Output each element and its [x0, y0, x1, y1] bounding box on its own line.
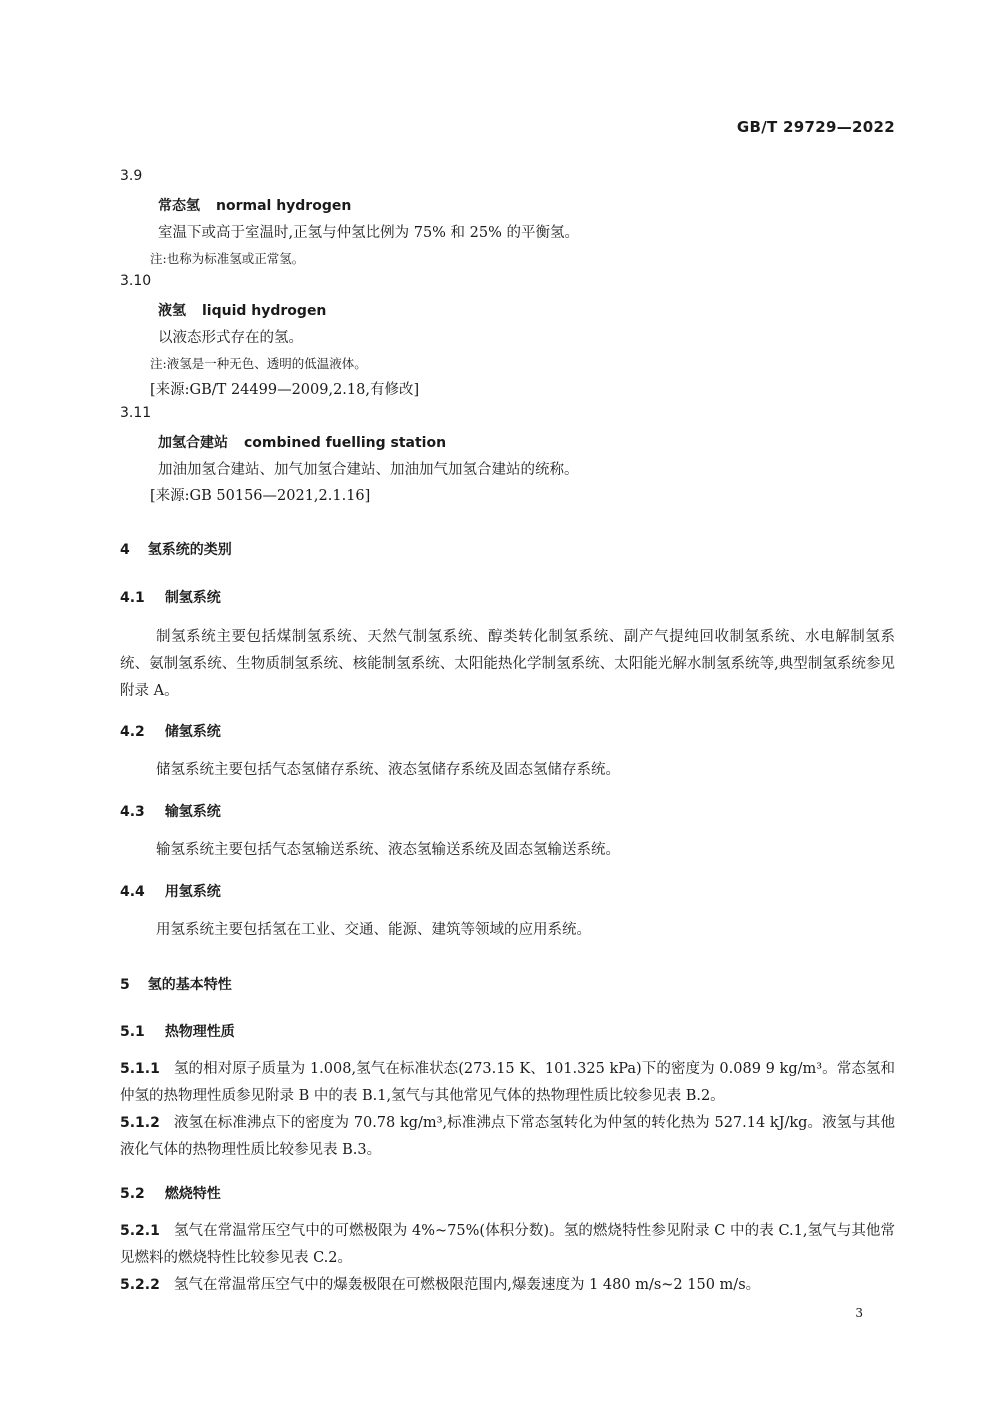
clause-5-2-1 [120, 1218, 895, 1272]
term-en: liquid hydrogen [202, 303, 327, 319]
paragraph: 用氢系统主要包括氢在工业、交通、能源、建筑等领域的应用系统。 [156, 922, 591, 938]
term-number: 3.10 [120, 273, 152, 289]
term-note: 注:也称为标准氢或正常氢。 [150, 251, 305, 266]
term-number: 3.9 [120, 168, 143, 184]
clause-number: 5.2.2 [120, 1277, 160, 1293]
subsection-heading: 4.2 储氢系统 [120, 724, 221, 740]
clause-number: 5.2.1 [120, 1223, 160, 1239]
clause-text: 氢气在常温常压空气中的爆轰极限在可燃极限范围内,爆轰速度为 1 480 m/s~2 150 m/s。 [173, 1277, 761, 1293]
clause-5-2-2 [120, 1272, 895, 1299]
term-heading [158, 432, 446, 452]
subsection-heading: 5.1 热物理性质 [120, 1024, 235, 1040]
paragraph: 储氢系统主要包括气态氢储存系统、液态氢储存系统及固态氢储存系统。 [156, 762, 620, 778]
section-heading: 4 氢系统的类别 [120, 542, 232, 558]
term-en: combined fuelling station [244, 435, 447, 451]
clause-text: 液氢在标准沸点下的密度为 70.78 kg/m³,标准沸点下常态氢转化为仲氢的转化热为 527.14 kJ/kg。液氢与其他液化气体的热物理性质比较参见表 B.3。 [120, 1115, 895, 1158]
term-source: [来源:GB 50156—2021,2.1.16] [150, 488, 371, 504]
term-zh: 液氢 [158, 303, 186, 319]
page-number: 3 [855, 1306, 863, 1320]
paragraph: 输氢系统主要包括气态氢输送系统、液态氢输送系统及固态氢输送系统。 [156, 842, 620, 858]
term-heading [158, 195, 351, 215]
paragraph: 制氢系统主要包括煤制氢系统、天然气制氢系统、醇类转化制氢系统、副产气提纯回收制氢系统、水电解制氢系统、氨制氢系统、生物质制氢系统、核能制氢系统、太阳能热化学制氢系统、太阳能光解水制氢系统等,典型制氢系统参见附录 A。 [120, 629, 895, 699]
term-definition: 室温下或高于室温时,正氢与仲氢比例为 75% 和 25% 的平衡氢。 [158, 225, 580, 241]
subsection-heading: 5.2 燃烧特性 [120, 1186, 221, 1202]
document-code: GB/T 29729—2022 [736, 118, 895, 136]
clause-text: 氢的相对原子质量为 1.008,氢气在标准状态(273.15 K、101.325 kPa)下的密度为 0.089 9 kg/m³。常态氢和仲氢的热物理性质参见附录 B 中的表 B.1,氢气与其他常见气体的热物理性质比较参见表 B.2。 [120, 1061, 895, 1104]
term-definition: 以液态形式存在的氢。 [158, 330, 303, 346]
clause-number: 5.1.1 [120, 1061, 160, 1077]
section-heading: 5 氢的基本特性 [120, 977, 232, 993]
clause-5-1-2 [120, 1110, 895, 1164]
term-number: 3.11 [120, 405, 152, 421]
term-zh: 加氢合建站 [158, 435, 228, 451]
clause-5-1-1 [120, 1056, 895, 1110]
term-definition: 加油加氢合建站、加气加氢合建站、加油加气加氢合建站的统称。 [158, 462, 579, 478]
term-zh: 常态氢 [158, 198, 200, 214]
clause-number: 5.1.2 [120, 1115, 160, 1131]
subsection-heading: 4.3 输氢系统 [120, 804, 221, 820]
term-en: normal hydrogen [216, 198, 352, 214]
term-heading [158, 300, 326, 320]
subsection-heading: 4.1 制氢系统 [120, 590, 221, 606]
term-note: 注:液氢是一种无色、透明的低温液体。 [150, 356, 367, 371]
term-source: [来源:GB/T 24499—2009,2.18,有修改] [150, 382, 420, 398]
subsection-heading: 4.4 用氢系统 [120, 884, 221, 900]
clause-text: 氢气在常温常压空气中的可燃极限为 4%~75%(体积分数)。氢的燃烧特性参见附录 C 中的表 C.1,氢气与其他常见燃料的燃烧特性比较参见表 C.2。 [120, 1223, 895, 1266]
